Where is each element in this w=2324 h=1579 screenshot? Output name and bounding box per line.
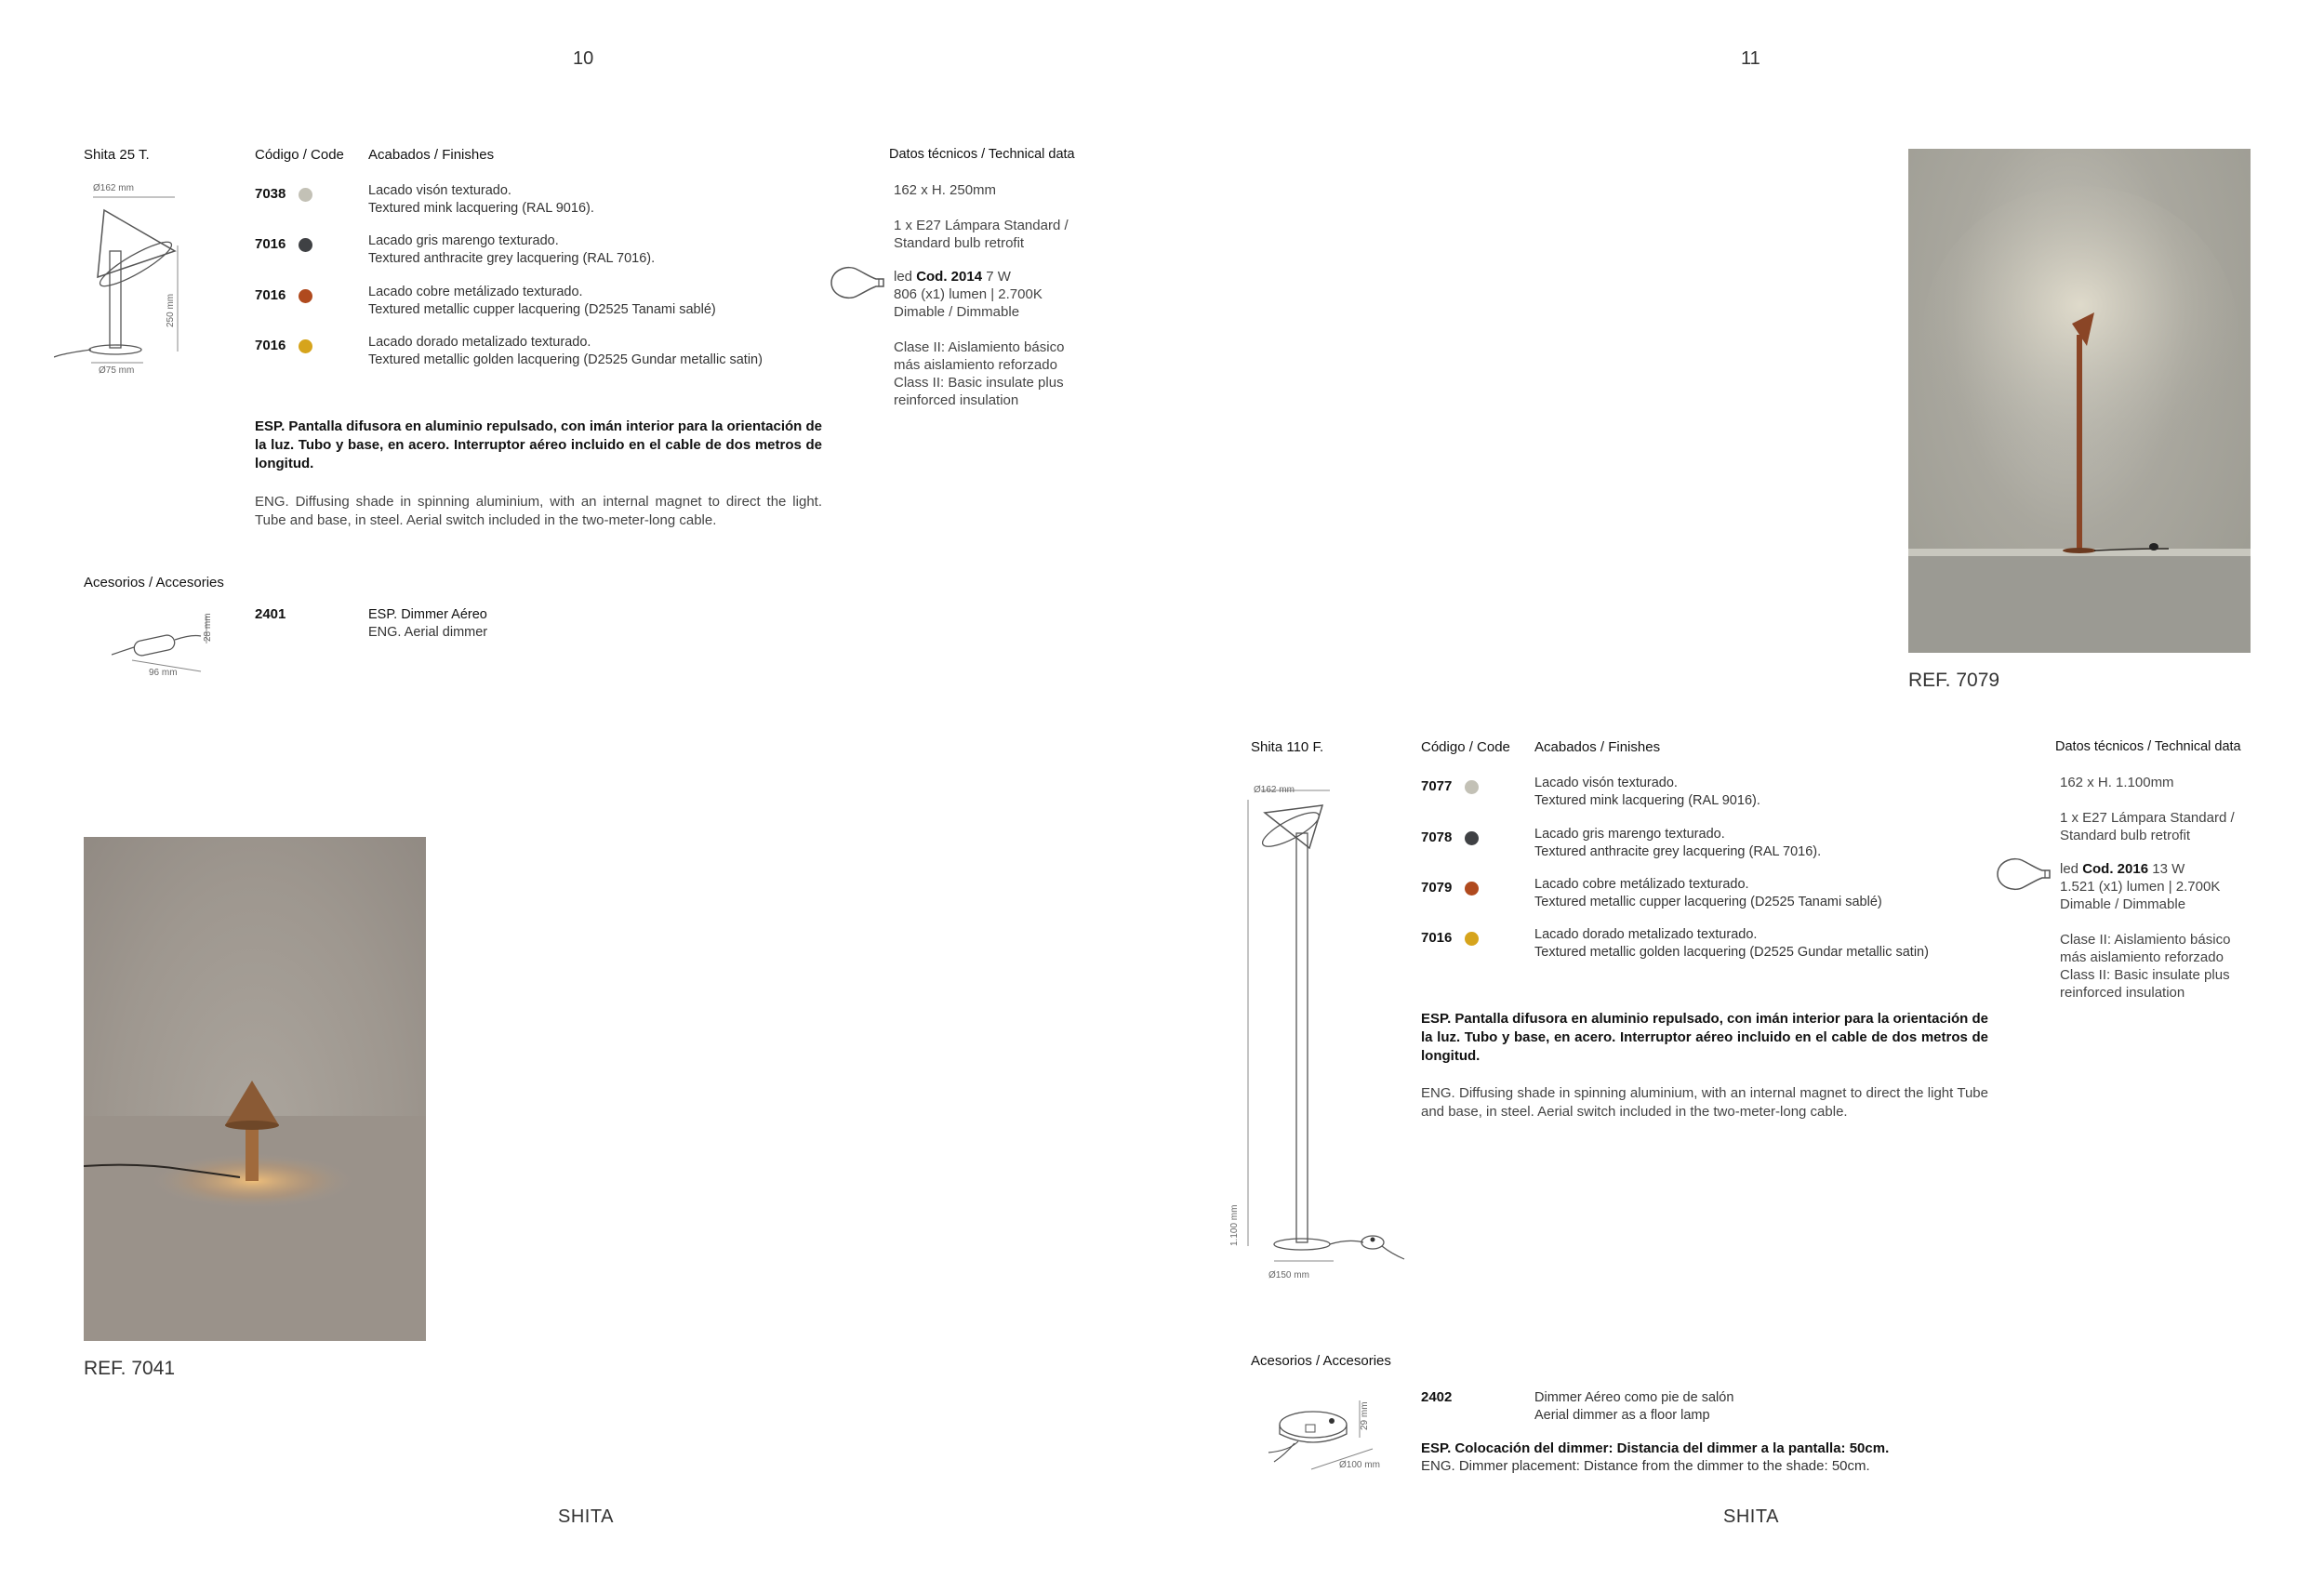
finish-esp: Lacado cobre metálizado texturado.: [1534, 877, 1749, 892]
finish-esp: Lacado cobre metálizado texturado.: [368, 285, 583, 299]
accessory-code: 2402: [1421, 1389, 1453, 1405]
accessory-eng: ENG. Dimmer placement: Distance from the dimmer to the shade: 50cm.: [1421, 1458, 1870, 1474]
led-code: Cod. 2014: [916, 269, 983, 285]
accessory-line-1: Dimmer Aéreo como pie de salón: [1534, 1390, 1734, 1405]
tech-bulb-2: Standard bulb retrofit: [894, 235, 1025, 251]
finish-code: 7016: [255, 338, 286, 353]
tech-dimmable: Dimable / Dimmable: [2060, 896, 2186, 912]
dimmer-height-label: 28 mm: [203, 613, 213, 642]
finish-eng: Textured metallic golden lacquering (D2525 Gundar metallic satin): [1534, 945, 1929, 960]
color-swatch: [1465, 780, 1479, 794]
color-swatch: [299, 188, 312, 202]
accessory-esp: ESP. Colocación del dimmer: Distancia del dimmer a la pantalla: 50cm.: [1421, 1440, 1890, 1456]
product-name: Shita 110 F.: [1251, 739, 1324, 755]
tech-led: [2060, 860, 2246, 878]
product-photo-floor-lamp: [1908, 149, 2251, 653]
tech-class-4: reinforced insulation: [2060, 985, 2185, 1001]
accessory-eng: ENG. Aerial dimmer: [368, 625, 488, 640]
accessories-title: Acesorios / Accesories: [1251, 1353, 1391, 1369]
color-swatch: [1465, 882, 1479, 896]
shade-diameter-label: Ø162 mm: [1254, 785, 1295, 795]
finishes-header: Acabados / Finishes: [368, 147, 495, 163]
color-swatch: [299, 238, 312, 252]
finish-eng: Textured mink lacquering (RAL 9016).: [1534, 793, 1760, 808]
color-swatch: [1465, 831, 1479, 845]
tech-lumen: 1.521 (x1) lumen | 2.700K: [2060, 879, 2221, 895]
finish-esp: Lacado visón texturado.: [368, 183, 511, 198]
finish-code: 7038: [255, 186, 286, 202]
floor-lamp-drawing: [1237, 768, 1414, 1270]
finish-code: 7079: [1421, 880, 1453, 896]
tech-size: 162 x H. 250mm: [894, 182, 997, 198]
tech-size: 162 x H. 1.100mm: [2060, 775, 2174, 790]
tech-led: [894, 268, 1080, 285]
accessory-line-2: Aerial dimmer as a floor lamp: [1534, 1408, 1710, 1423]
finish-eng: Textured mink lacquering (RAL 9016).: [368, 201, 594, 216]
tech-class-3: Class II: Basic insulate plus: [2060, 967, 2230, 983]
tech-bulb-1: 1 x E27 Lámpara Standard /: [2060, 810, 2235, 826]
finishes-header: Acabados / Finishes: [1534, 739, 1661, 755]
tech-header: Datos técnicos / Technical data: [889, 147, 1075, 162]
led-watt: 7 W: [982, 269, 1011, 285]
description-esp: ESP. Pantalla difusora en aluminio repulsado, con imán interior para la orientación de la luz. Tubo y base, en acero. Interruptor aéreo incluido en el cable de dos metros de longitud.: [1421, 1011, 1988, 1064]
base-diameter-label: Ø75 mm: [99, 365, 135, 376]
led-code: Cod. 2016: [2082, 861, 2149, 877]
tech-lumen: 806 (x1) lumen | 2.700K: [894, 286, 1042, 302]
description-eng: ENG. Diffusing shade in spinning aluminium, with an internal magnet to direct the light. Tube and base, in steel. Aerial switch included in the two-meter-long cable.: [255, 494, 822, 528]
description-eng: ENG. Diffusing shade in spinning aluminium, with an internal magnet to direct the light Tube and base, in steel. Aerial switch included in the two-meter-long cable.: [1421, 1085, 1988, 1120]
footer-brand: SHITA: [1723, 1506, 1779, 1527]
code-header: Código / Code: [1421, 739, 1510, 755]
photo-reference: REF. 7079: [1908, 670, 2000, 691]
finish-esp: Lacado dorado metalizado texturado.: [1534, 927, 1758, 942]
dimmer-diameter-label: Ø100 mm: [1339, 1460, 1380, 1470]
tech-class-2: más aislamiento reforzado: [2060, 949, 2224, 965]
page-number: 10: [573, 48, 594, 69]
finish-esp: Lacado dorado metalizado texturado.: [368, 335, 591, 350]
tech-class-1: Clase II: Aislamiento básico: [2060, 932, 2231, 948]
finish-code: 7078: [1421, 829, 1453, 845]
finish-code: 7016: [1421, 930, 1453, 946]
led-prefix: led: [894, 269, 917, 285]
base-diameter-label: Ø150 mm: [1268, 1270, 1309, 1280]
product-name: Shita 25 T.: [84, 147, 150, 163]
color-swatch: [1465, 932, 1479, 946]
tech-class-1: Clase II: Aislamiento básico: [894, 339, 1065, 355]
accessory-esp: ESP. Dimmer Aéreo: [368, 607, 487, 622]
finish-eng: Textured metallic golden lacquering (D2525 Gundar metallic satin): [368, 352, 763, 367]
table-lamp-drawing: [54, 179, 203, 383]
product-photo-table-lamp: [84, 837, 426, 1341]
tech-bulb-1: 1 x E27 Lámpara Standard /: [894, 218, 1069, 233]
accessory-code: 2401: [255, 606, 286, 622]
dimmer-height-label: 29 mm: [1360, 1401, 1370, 1430]
finish-eng: Textured anthracite grey lacquering (RAL 7016).: [368, 251, 656, 266]
bulb-icon: [828, 262, 889, 308]
tech-dimmable: Dimable / Dimmable: [894, 304, 1020, 320]
color-swatch: [299, 339, 312, 353]
accessories-title: Acesorios / Accesories: [84, 575, 224, 590]
tech-class-4: reinforced insulation: [894, 392, 1019, 408]
finish-esp: Lacado gris marengo texturado.: [1534, 827, 1725, 842]
finish-esp: Lacado visón texturado.: [1534, 776, 1678, 790]
dimmer-length-label: 96 mm: [149, 668, 178, 678]
code-header: Código / Code: [255, 147, 344, 163]
finish-eng: Textured metallic cupper lacquering (D2525 Tanami sablé): [1534, 895, 1882, 909]
footer-brand: SHITA: [558, 1506, 614, 1527]
description-esp: ESP. Pantalla difusora en aluminio repulsado, con imán interior para la orientación de la luz. Tubo y base, en acero. Interruptor aéreo incluido en el cable de dos metros de longitud.: [255, 418, 822, 471]
finish-code: 7016: [255, 236, 286, 252]
shade-diameter-label: Ø162 mm: [93, 183, 134, 193]
led-watt: 13 W: [2148, 861, 2185, 877]
bulb-icon: [1994, 854, 2055, 899]
tech-header: Datos técnicos / Technical data: [2055, 739, 2241, 754]
photo-reference: REF. 7041: [84, 1358, 176, 1379]
finish-esp: Lacado gris marengo texturado.: [368, 233, 559, 248]
led-prefix: led: [2060, 861, 2083, 877]
technical-data: [2060, 774, 2246, 1002]
page-number: 11: [1741, 48, 1760, 69]
technical-data: [894, 181, 1080, 409]
tech-class-2: más aislamiento reforzado: [894, 357, 1057, 373]
height-label: 1.100 mm: [1229, 1204, 1240, 1246]
tech-class-3: Class II: Basic insulate plus: [894, 375, 1064, 391]
color-swatch: [299, 289, 312, 303]
finish-code: 7016: [255, 287, 286, 303]
tech-bulb-2: Standard bulb retrofit: [2060, 828, 2191, 843]
finish-code: 7077: [1421, 778, 1453, 794]
finish-eng: Textured metallic cupper lacquering (D2525 Tanami sablé): [368, 302, 716, 317]
height-label: 250 mm: [166, 293, 176, 327]
finish-eng: Textured anthracite grey lacquering (RAL 7016).: [1534, 844, 1822, 859]
